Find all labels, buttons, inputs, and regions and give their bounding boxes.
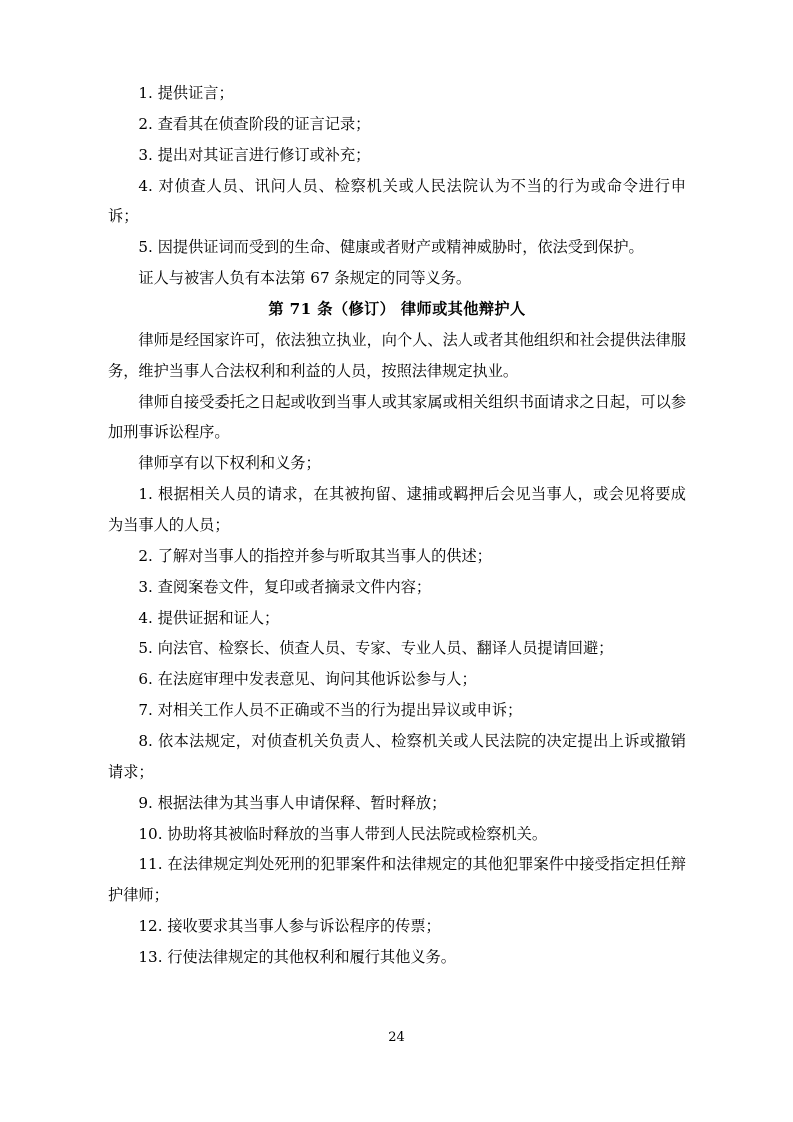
paragraph: 7. 对相关工作人员不正确或不当的行为提出异议或申诉； xyxy=(138,701,523,720)
paragraph: 9. 根据法律为其当事人申请保释、暂时释放； xyxy=(138,793,447,812)
paragraph: 6. 在法庭审理中发表意见、询问其他诉讼参与人； xyxy=(138,670,477,689)
page-number: 24 xyxy=(388,1030,405,1045)
paragraph: 11. 在法律规定判处死刑的犯罪案件和法律规定的其他犯罪案件中接受指定担任辩护律师； xyxy=(108,855,686,905)
paragraph: 1. 根据相关人员的请求，在其被拘留、逮捕或羁押后会见当事人，或会见将要成为当事人的人员； xyxy=(108,485,686,535)
paragraph: 律师自接受委托之日起或收到当事人或其家属或相关组织书面请求之日起，可以参加刑事诉讼程序。 xyxy=(108,392,686,442)
paragraph: 1. 提供证言； xyxy=(138,84,234,102)
section-heading: 第 71 条（修订） 律师或其他辩护人 xyxy=(268,300,526,319)
paragraph: 3. 提出对其证言进行修订或补充； xyxy=(138,145,371,164)
paragraph: 2. 查看其在侦查阶段的证言记录； xyxy=(138,114,371,133)
paragraph: 4. 对侦查人员、讯问人员、检察机关或人民法院认为不当的行为或命令进行申诉； xyxy=(108,176,686,226)
paragraph: 5. 因提供证词而受到的生命、健康或者财产或精神威胁时，依法受到保护。 xyxy=(138,238,644,257)
paragraph: 律师是经国家许可，依法独立执业，向个人、法人或者其他组织和社会提供法律服务，维护当事人合法权利和利益的人员，按照法律规定执业。 xyxy=(108,330,686,380)
document-body xyxy=(108,78,686,973)
paragraph: 10. 协助将其被临时释放的当事人带到人民法院或检察机关。 xyxy=(138,824,548,843)
paragraph: 5. 向法官、检察长、侦查人员、专家、专业人员、翻译人员提请回避； xyxy=(138,639,614,658)
paragraph: 4. 提供证据和证人； xyxy=(138,608,280,627)
paragraph: 12. 接收要求其当事人参与诉讼程序的传票； xyxy=(138,917,441,936)
paragraph: 2. 了解对当事人的指控并参与听取其当事人的供述； xyxy=(138,546,492,565)
paragraph: 律师享有以下权利和义务； xyxy=(138,454,321,473)
paragraph: 3. 查阅案卷文件，复印或者摘录文件内容； xyxy=(138,577,432,596)
paragraph: 证人与被害人负有本法第 67 条规定的同等义务。 xyxy=(138,269,472,288)
paragraph: 13. 行使法律规定的其他权利和履行其他义务。 xyxy=(138,948,456,967)
paragraph: 8. 依本法规定，对侦查机关负责人、检察机关或人民法院的决定提出上诉或撤销请求； xyxy=(108,732,686,781)
